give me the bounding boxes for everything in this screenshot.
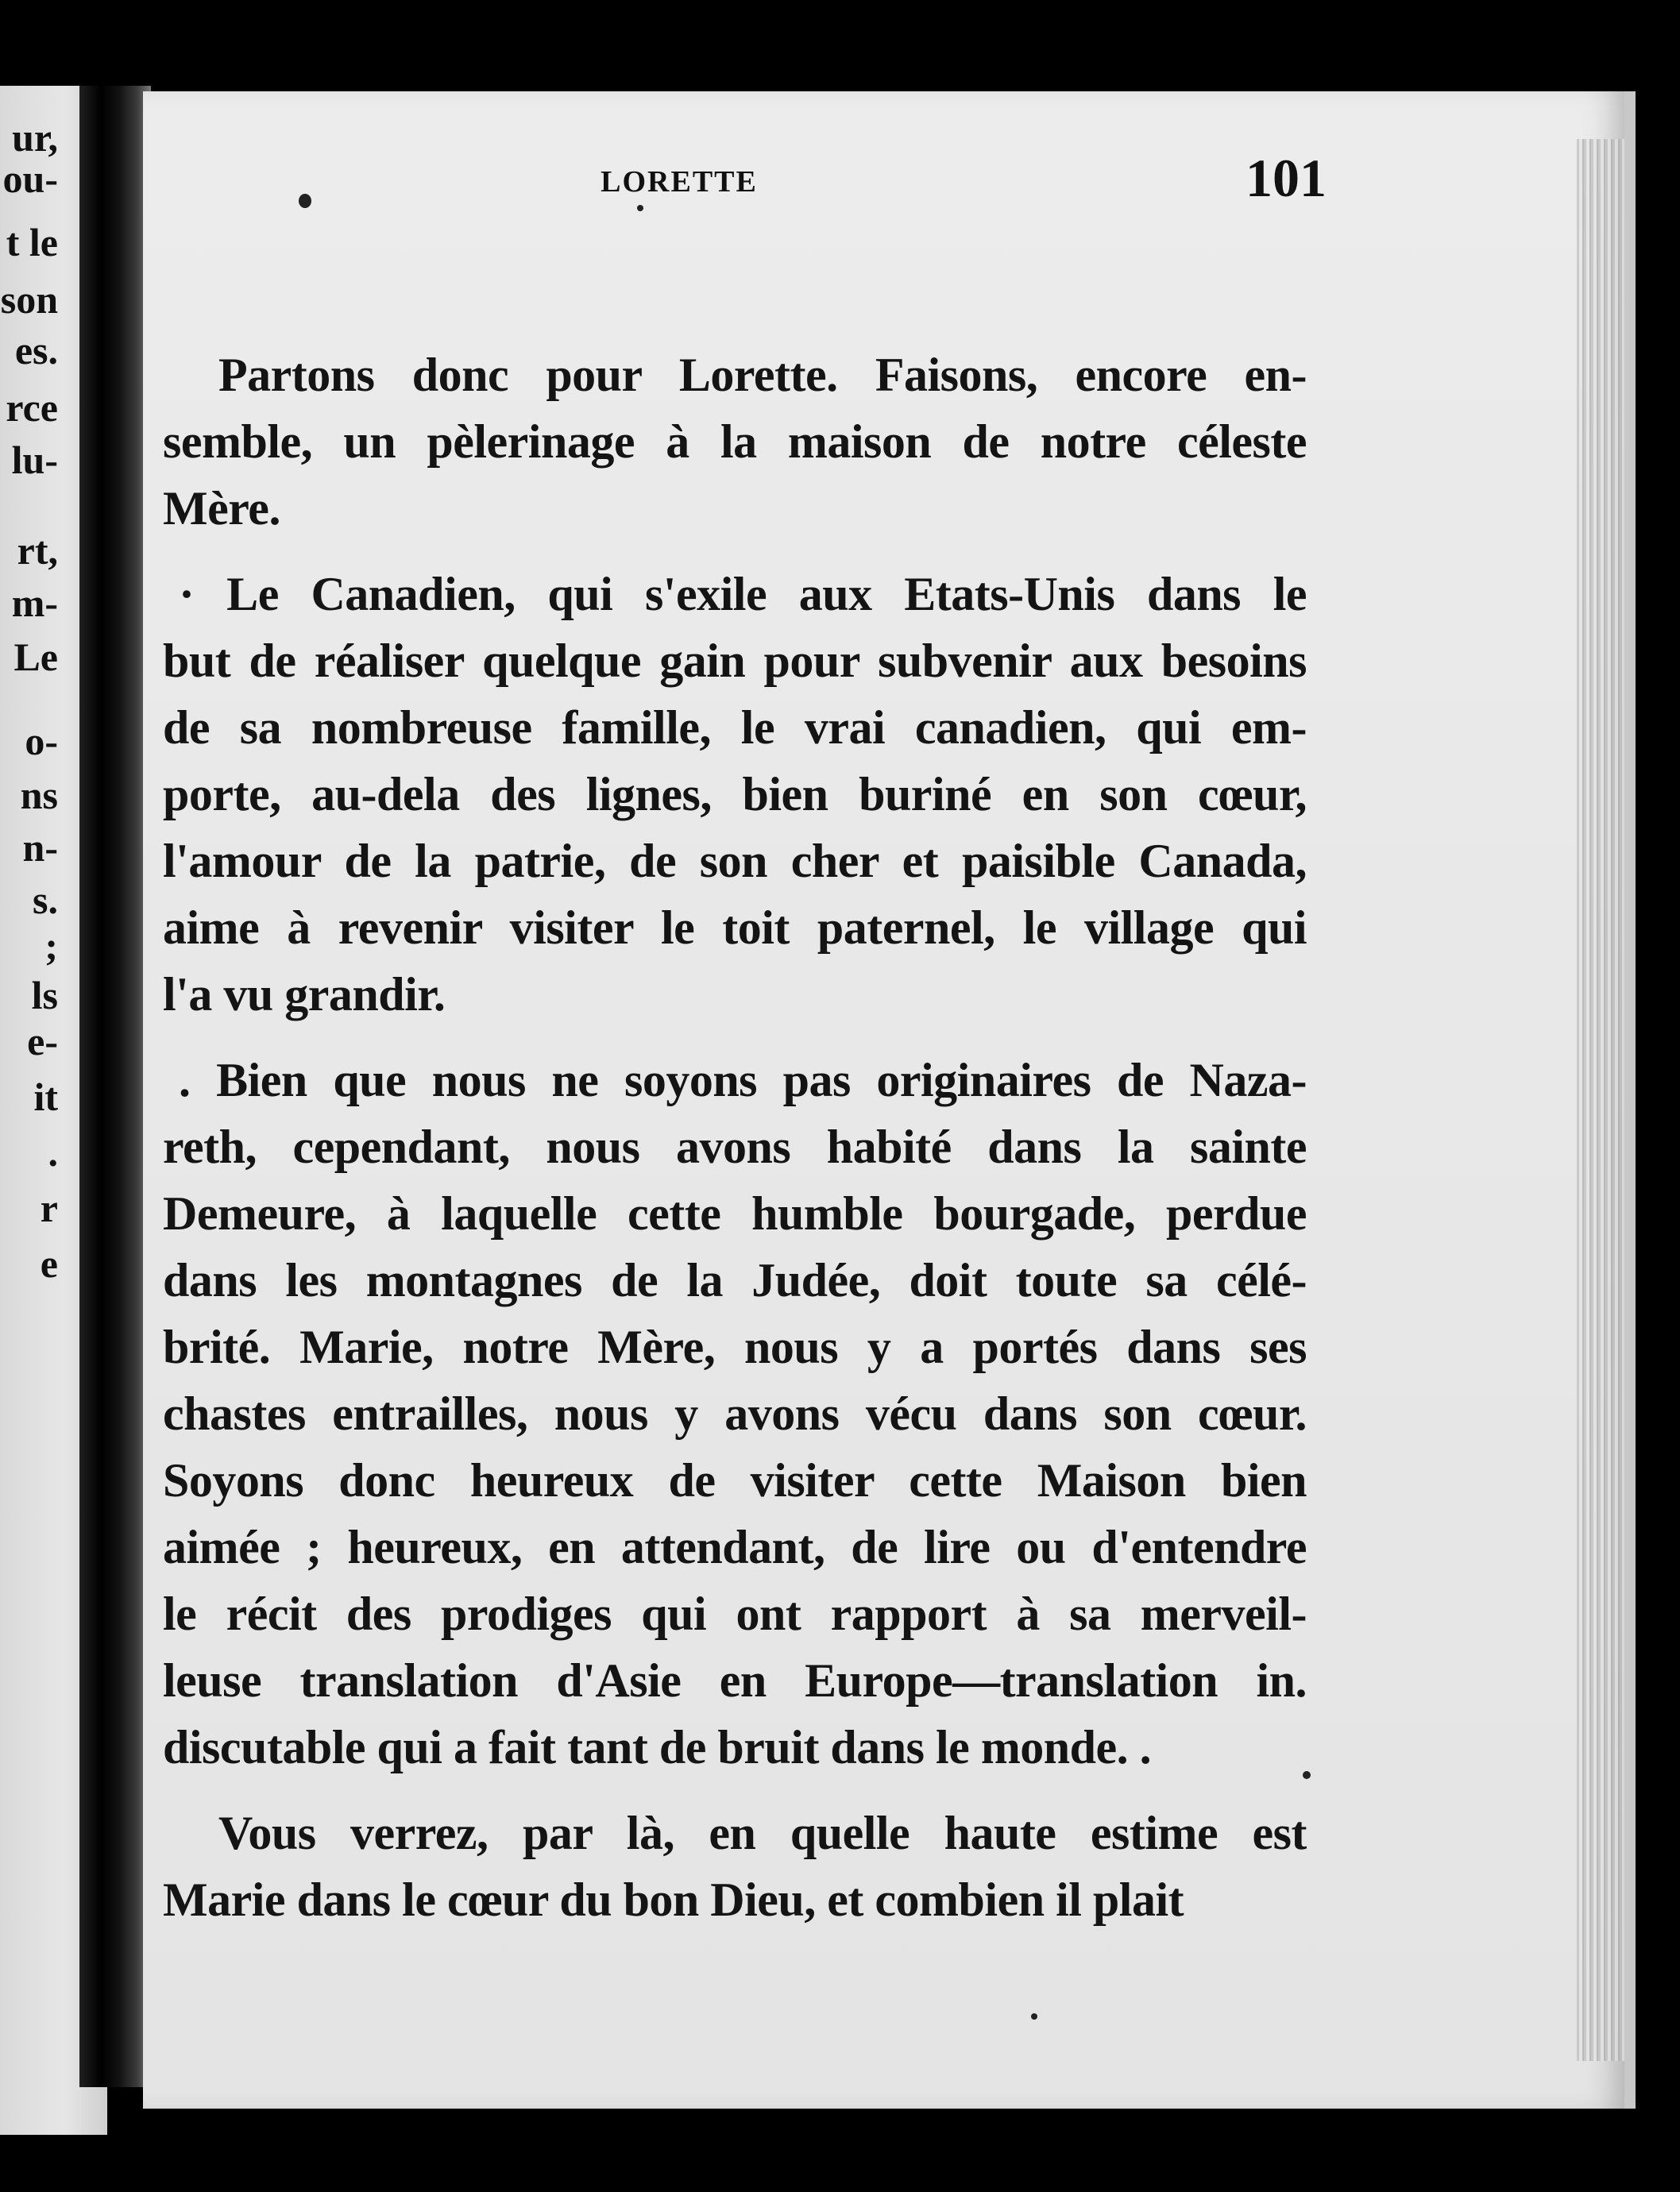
paragraph-gap: [163, 1028, 1307, 1047]
text-line: brité. Marie, notre Mère, nous y a portés dans ses: [163, 1321, 1307, 1373]
previous-page-fragment: lu-: [11, 438, 58, 482]
text-line: aimée ; heureux, en attendant, de lire ou d'entendre: [163, 1521, 1307, 1573]
text-line: aime à revenir visiter le toit paternel, le village qui: [163, 901, 1307, 954]
text-line: de sa nombreuse famille, le vrai canadien, qui em-: [163, 701, 1307, 754]
scan-speck: [637, 205, 643, 211]
previous-page-fragment: es.: [14, 328, 58, 372]
previous-page-fragment: o-: [25, 719, 58, 763]
running-title: LORETTE: [601, 165, 758, 199]
text-line: semble, un pèlerinage à la maison de notre céleste: [163, 415, 1307, 468]
previous-page-fragment: ur,: [12, 115, 58, 160]
previous-page-fragment: ns: [20, 773, 58, 817]
paragraph-gap: [163, 1781, 1307, 1800]
text-line: dans les montagnes de la Judée, doit toute sa célé-: [163, 1254, 1307, 1306]
text-line: Demeure, à laquelle cette humble bourgade, perdue: [163, 1187, 1307, 1240]
text-line: porte, au-dela des lignes, bien buriné en son cœur,: [163, 768, 1307, 820]
text-line: chastes entrailles, nous y avons vécu dans son cœur.: [163, 1387, 1307, 1440]
previous-page-fragment: n-: [22, 825, 58, 870]
text-line: . Bien que nous ne soyons pas originaires de Naza-: [179, 1054, 1307, 1106]
previous-page-fragment: son: [0, 277, 58, 322]
scan-speck: [1031, 2013, 1037, 2020]
previous-page-fragment: r: [40, 1186, 58, 1230]
text-line: Marie dans le cœur du bon Dieu, et combien il plait: [163, 1874, 1184, 1926]
text-line: reth, cependant, nous avons habité dans la sainte: [163, 1121, 1307, 1173]
previous-page-fragment: m-: [11, 581, 58, 625]
previous-page-fragment: it: [33, 1075, 58, 1119]
paragraph: [163, 342, 1307, 542]
previous-page-fragment: rce: [6, 385, 58, 430]
paragraph-gap: [163, 542, 1307, 561]
page-number: 101: [1246, 148, 1327, 208]
text-line: · Le Canadien, qui s'exile aux Etats-Unis dans le: [179, 568, 1307, 620]
text-line: le récit des prodiges qui ont rapport à sa merveil-: [163, 1588, 1307, 1640]
previous-page-fragment: e: [40, 1241, 58, 1286]
paragraph: [163, 561, 1307, 1028]
scan-speck: [1303, 1771, 1311, 1779]
previous-page-fragment: e-: [27, 1019, 58, 1063]
previous-page-fragment: ls: [31, 973, 58, 1017]
text-line: l'amour de la patrie, de son cher et paisible Canada,: [163, 835, 1307, 887]
text-line: l'a vu grandir.: [163, 968, 446, 1021]
text-line: but de réaliser quelque gain pour subvenir aux besoins: [163, 635, 1307, 687]
previous-page-fragment: rt,: [17, 528, 58, 573]
text-line: Partons donc pour Lorette. Faisons, encore en-: [218, 349, 1307, 401]
previous-page-fragment: .: [48, 1130, 58, 1175]
text-line: Mère.: [163, 482, 280, 534]
scan-speck: [299, 194, 311, 208]
previous-page-fragment: t le: [6, 220, 58, 264]
text-line: Vous verrez, par là, en quelle haute estime est: [218, 1807, 1307, 1859]
previous-page-fragment: s.: [33, 878, 58, 922]
paragraph: [163, 1800, 1307, 1933]
text-line: Soyons donc heureux de visiter cette Maison bien: [163, 1454, 1307, 1507]
text-line: discutable qui a fait tant de bruit dans le monde. .: [163, 1721, 1152, 1773]
page-edge: [1577, 139, 1624, 2061]
previous-page-fragment: ou-: [2, 156, 58, 201]
previous-page-fragment: ;: [44, 924, 58, 968]
body-text: [163, 342, 1307, 1933]
paragraph: [163, 1047, 1307, 1781]
text-line: leuse translation d'Asie en Europe—translation in.: [163, 1654, 1307, 1707]
previous-page-fragment: Le: [14, 635, 58, 679]
book-gutter: [79, 86, 151, 2087]
